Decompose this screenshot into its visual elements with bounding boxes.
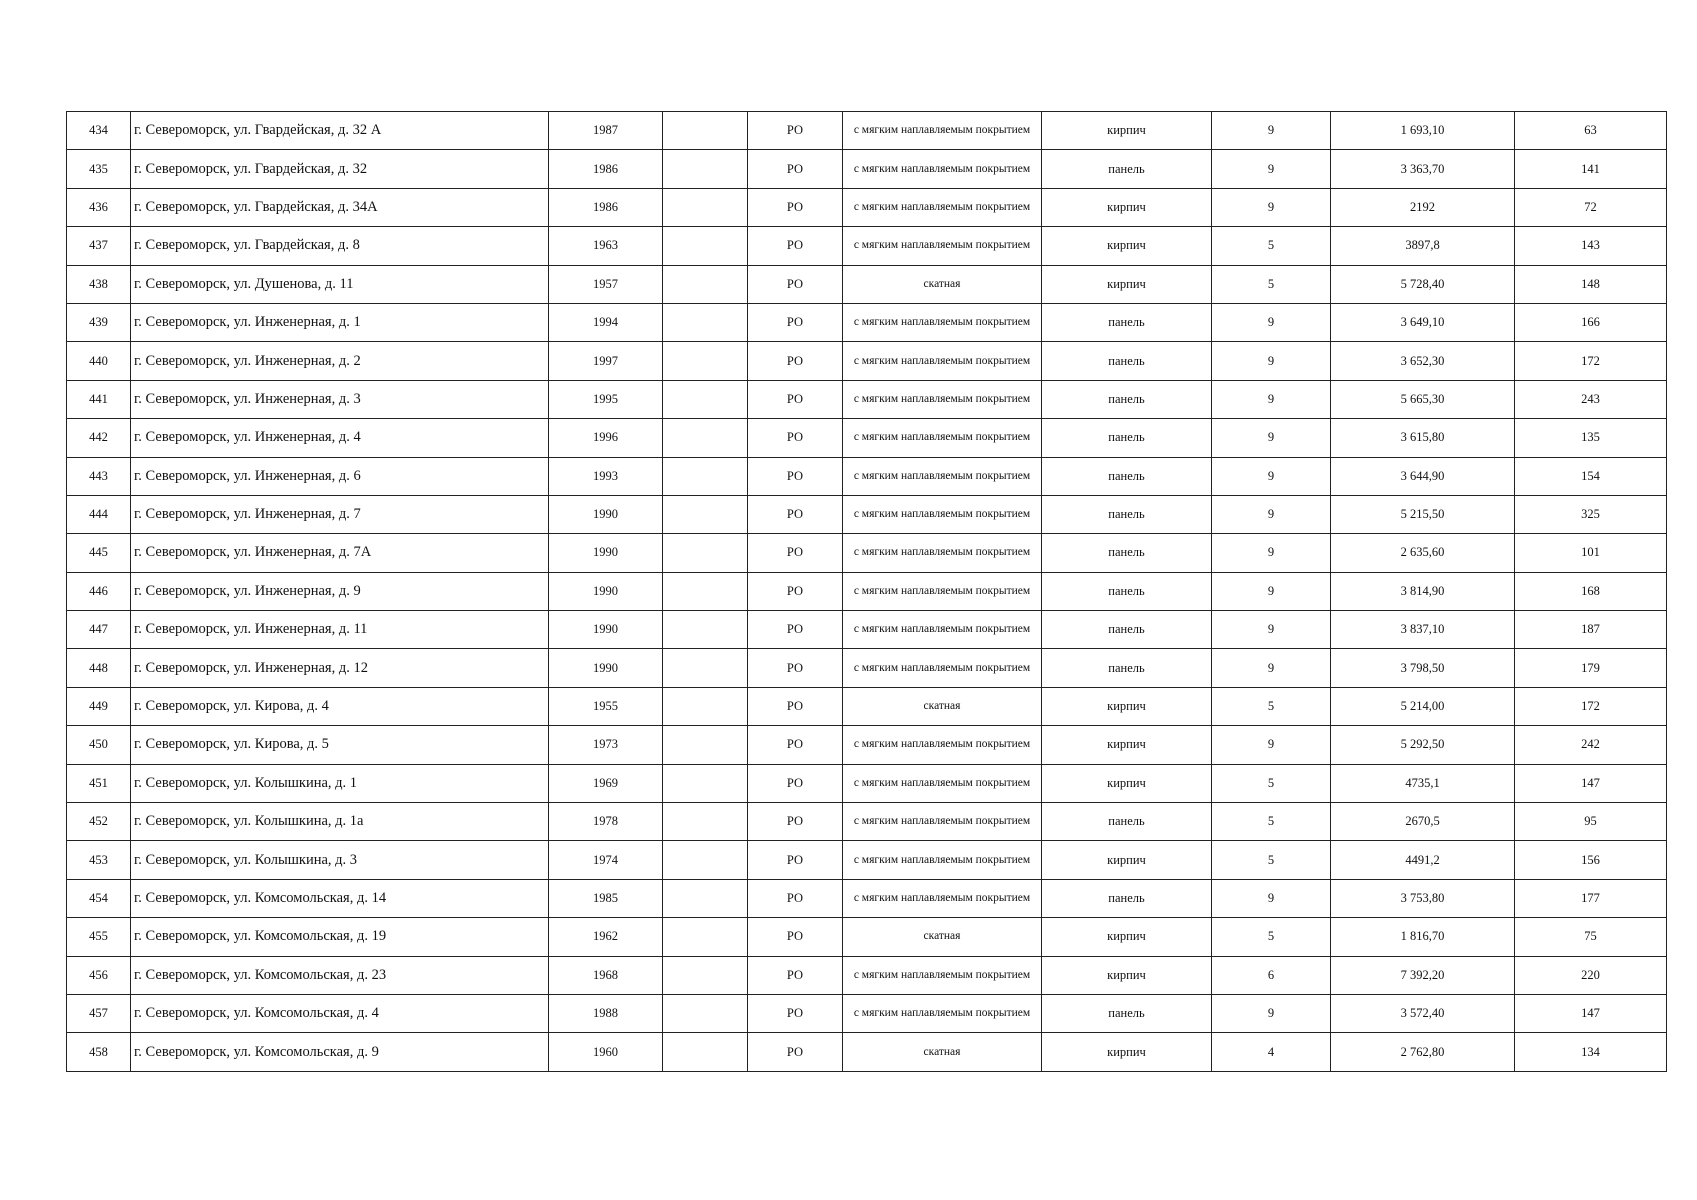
roof-type-cell: с мягким наплавляемым покрытием [843, 188, 1042, 226]
floors-cell: 5 [1212, 265, 1331, 303]
fund-form-cell: РО [748, 841, 843, 879]
wall-material-cell: панель [1042, 457, 1212, 495]
roof-type-cell: с мягким наплавляемым покрытием [843, 150, 1042, 188]
residents-cell: 172 [1515, 687, 1667, 725]
floors-cell: 9 [1212, 150, 1331, 188]
wall-material-cell: панель [1042, 380, 1212, 418]
row-number-cell: 455 [67, 918, 131, 956]
roof-type-cell: с мягким наплавляемым покрытием [843, 649, 1042, 687]
fund-form-cell: РО [748, 994, 843, 1032]
row-number-cell: 437 [67, 227, 131, 265]
address-cell: г. Североморск, ул. Инженерная, д. 7А [131, 534, 549, 572]
year-built-cell: 1968 [549, 956, 663, 994]
year-built-cell: 1990 [549, 572, 663, 610]
table-row [67, 457, 1667, 495]
row-number-cell: 445 [67, 534, 131, 572]
wall-material-cell: панель [1042, 572, 1212, 610]
roof-type-cell: с мягким наплавляемым покрытием [843, 457, 1042, 495]
floors-cell: 9 [1212, 457, 1331, 495]
table-row [67, 572, 1667, 610]
wall-material-cell: кирпич [1042, 726, 1212, 764]
year-built-cell: 1990 [549, 611, 663, 649]
fund-form-cell: РО [748, 495, 843, 533]
area-cell: 3 644,90 [1331, 457, 1515, 495]
year-built-cell: 1990 [549, 649, 663, 687]
table-row [67, 342, 1667, 380]
roof-type-cell: скатная [843, 918, 1042, 956]
area-cell: 2192 [1331, 188, 1515, 226]
fund-form-cell: РО [748, 457, 843, 495]
area-cell: 2670,5 [1331, 803, 1515, 841]
address-cell: г. Североморск, ул. Инженерная, д. 7 [131, 495, 549, 533]
blank-cell [663, 611, 748, 649]
residents-cell: 166 [1515, 303, 1667, 341]
housing-register-table [66, 111, 1667, 1072]
address-cell: г. Североморск, ул. Комсомольская, д. 19 [131, 918, 549, 956]
residents-cell: 72 [1515, 188, 1667, 226]
fund-form-cell: РО [748, 380, 843, 418]
roof-type-cell: с мягким наплавляемым покрытием [843, 994, 1042, 1032]
wall-material-cell: кирпич [1042, 918, 1212, 956]
wall-material-cell: панель [1042, 303, 1212, 341]
address-cell: г. Североморск, ул. Душенова, д. 11 [131, 265, 549, 303]
residents-cell: 179 [1515, 649, 1667, 687]
address-cell: г. Североморск, ул. Инженерная, д. 6 [131, 457, 549, 495]
roof-type-cell: скатная [843, 265, 1042, 303]
floors-cell: 9 [1212, 879, 1331, 917]
row-number-cell: 443 [67, 457, 131, 495]
roof-type-cell: с мягким наплавляемым покрытием [843, 841, 1042, 879]
row-number-cell: 458 [67, 1033, 131, 1071]
fund-form-cell: РО [748, 150, 843, 188]
row-number-cell: 444 [67, 495, 131, 533]
table-row [67, 112, 1667, 150]
floors-cell: 9 [1212, 112, 1331, 150]
year-built-cell: 1993 [549, 457, 663, 495]
year-built-cell: 1988 [549, 994, 663, 1032]
area-cell: 3897,8 [1331, 227, 1515, 265]
row-number-cell: 436 [67, 188, 131, 226]
wall-material-cell: панель [1042, 649, 1212, 687]
fund-form-cell: РО [748, 649, 843, 687]
area-cell: 3 652,30 [1331, 342, 1515, 380]
fund-form-cell: РО [748, 112, 843, 150]
fund-form-cell: РО [748, 879, 843, 917]
row-number-cell: 438 [67, 265, 131, 303]
residents-cell: 135 [1515, 419, 1667, 457]
area-cell: 1 693,10 [1331, 112, 1515, 150]
floors-cell: 9 [1212, 380, 1331, 418]
year-built-cell: 1995 [549, 380, 663, 418]
table-row [67, 265, 1667, 303]
floors-cell: 9 [1212, 303, 1331, 341]
residents-cell: 168 [1515, 572, 1667, 610]
area-cell: 3 572,40 [1331, 994, 1515, 1032]
floors-cell: 9 [1212, 994, 1331, 1032]
floors-cell: 9 [1212, 495, 1331, 533]
year-built-cell: 1994 [549, 303, 663, 341]
fund-form-cell: РО [748, 687, 843, 725]
floors-cell: 9 [1212, 534, 1331, 572]
row-number-cell: 450 [67, 726, 131, 764]
area-cell: 5 215,50 [1331, 495, 1515, 533]
row-number-cell: 439 [67, 303, 131, 341]
floors-cell: 9 [1212, 572, 1331, 610]
address-cell: г. Североморск, ул. Кирова, д. 5 [131, 726, 549, 764]
floors-cell: 5 [1212, 687, 1331, 725]
residents-cell: 141 [1515, 150, 1667, 188]
address-cell: г. Североморск, ул. Инженерная, д. 11 [131, 611, 549, 649]
floors-cell: 9 [1212, 611, 1331, 649]
year-built-cell: 1997 [549, 342, 663, 380]
table-row [67, 380, 1667, 418]
residents-cell: 172 [1515, 342, 1667, 380]
address-cell: г. Североморск, ул. Гвардейская, д. 32 А [131, 112, 549, 150]
address-cell: г. Североморск, ул. Инженерная, д. 2 [131, 342, 549, 380]
table-row [67, 1033, 1667, 1071]
wall-material-cell: кирпич [1042, 956, 1212, 994]
address-cell: г. Североморск, ул. Инженерная, д. 1 [131, 303, 549, 341]
address-cell: г. Североморск, ул. Колышкина, д. 1 [131, 764, 549, 802]
blank-cell [663, 342, 748, 380]
blank-cell [663, 572, 748, 610]
year-built-cell: 1962 [549, 918, 663, 956]
address-cell: г. Североморск, ул. Инженерная, д. 4 [131, 419, 549, 457]
area-cell: 5 292,50 [1331, 726, 1515, 764]
blank-cell [663, 726, 748, 764]
area-cell: 3 814,90 [1331, 572, 1515, 610]
area-cell: 2 635,60 [1331, 534, 1515, 572]
floors-cell: 4 [1212, 1033, 1331, 1071]
blank-cell [663, 188, 748, 226]
roof-type-cell: с мягким наплавляемым покрытием [843, 303, 1042, 341]
fund-form-cell: РО [748, 803, 843, 841]
year-built-cell: 1969 [549, 764, 663, 802]
table-row [67, 841, 1667, 879]
residents-cell: 101 [1515, 534, 1667, 572]
area-cell: 2 762,80 [1331, 1033, 1515, 1071]
residents-cell: 147 [1515, 764, 1667, 802]
row-number-cell: 451 [67, 764, 131, 802]
year-built-cell: 1985 [549, 879, 663, 917]
fund-form-cell: РО [748, 227, 843, 265]
fund-form-cell: РО [748, 534, 843, 572]
wall-material-cell: кирпич [1042, 188, 1212, 226]
table-row [67, 687, 1667, 725]
row-number-cell: 452 [67, 803, 131, 841]
area-cell: 1 816,70 [1331, 918, 1515, 956]
floors-cell: 5 [1212, 227, 1331, 265]
blank-cell [663, 764, 748, 802]
roof-type-cell: с мягким наплавляемым покрытием [843, 572, 1042, 610]
fund-form-cell: РО [748, 956, 843, 994]
year-built-cell: 1955 [549, 687, 663, 725]
blank-cell [663, 112, 748, 150]
residents-cell: 220 [1515, 956, 1667, 994]
wall-material-cell: кирпич [1042, 1033, 1212, 1071]
year-built-cell: 1986 [549, 188, 663, 226]
address-cell: г. Североморск, ул. Комсомольская, д. 14 [131, 879, 549, 917]
wall-material-cell: панель [1042, 342, 1212, 380]
roof-type-cell: с мягким наплавляемым покрытием [843, 879, 1042, 917]
roof-type-cell: с мягким наплавляемым покрытием [843, 112, 1042, 150]
floors-cell: 5 [1212, 803, 1331, 841]
fund-form-cell: РО [748, 342, 843, 380]
row-number-cell: 441 [67, 380, 131, 418]
table-row [67, 764, 1667, 802]
area-cell: 5 214,00 [1331, 687, 1515, 725]
fund-form-cell: РО [748, 265, 843, 303]
roof-type-cell: с мягким наплавляемым покрытием [843, 495, 1042, 533]
year-built-cell: 1978 [549, 803, 663, 841]
fund-form-cell: РО [748, 419, 843, 457]
row-number-cell: 454 [67, 879, 131, 917]
area-cell: 3 753,80 [1331, 879, 1515, 917]
floors-cell: 9 [1212, 342, 1331, 380]
residents-cell: 63 [1515, 112, 1667, 150]
blank-cell [663, 303, 748, 341]
roof-type-cell: скатная [843, 687, 1042, 725]
table-row [67, 918, 1667, 956]
address-cell: г. Североморск, ул. Гвардейская, д. 8 [131, 227, 549, 265]
row-number-cell: 440 [67, 342, 131, 380]
roof-type-cell: с мягким наплавляемым покрытием [843, 803, 1042, 841]
address-cell: г. Североморск, ул. Кирова, д. 4 [131, 687, 549, 725]
wall-material-cell: панель [1042, 994, 1212, 1032]
blank-cell [663, 265, 748, 303]
fund-form-cell: РО [748, 303, 843, 341]
table-row [67, 150, 1667, 188]
roof-type-cell: с мягким наплавляемым покрытием [843, 956, 1042, 994]
blank-cell [663, 687, 748, 725]
area-cell: 3 798,50 [1331, 649, 1515, 687]
area-cell: 4491,2 [1331, 841, 1515, 879]
table-body [67, 112, 1667, 1072]
floors-cell: 9 [1212, 419, 1331, 457]
table-row [67, 956, 1667, 994]
row-number-cell: 434 [67, 112, 131, 150]
blank-cell [663, 495, 748, 533]
blank-cell [663, 457, 748, 495]
blank-cell [663, 534, 748, 572]
row-number-cell: 447 [67, 611, 131, 649]
address-cell: г. Североморск, ул. Инженерная, д. 3 [131, 380, 549, 418]
floors-cell: 9 [1212, 649, 1331, 687]
floors-cell: 9 [1212, 726, 1331, 764]
roof-type-cell: скатная [843, 1033, 1042, 1071]
wall-material-cell: кирпич [1042, 112, 1212, 150]
fund-form-cell: РО [748, 726, 843, 764]
floors-cell: 6 [1212, 956, 1331, 994]
wall-material-cell: кирпич [1042, 265, 1212, 303]
blank-cell [663, 918, 748, 956]
area-cell: 5 665,30 [1331, 380, 1515, 418]
floors-cell: 5 [1212, 918, 1331, 956]
year-built-cell: 1957 [549, 265, 663, 303]
blank-cell [663, 419, 748, 457]
floors-cell: 5 [1212, 841, 1331, 879]
area-cell: 3 837,10 [1331, 611, 1515, 649]
wall-material-cell: кирпич [1042, 841, 1212, 879]
year-built-cell: 1990 [549, 534, 663, 572]
address-cell: г. Североморск, ул. Гвардейская, д. 32 [131, 150, 549, 188]
roof-type-cell: с мягким наплавляемым покрытием [843, 534, 1042, 572]
residents-cell: 177 [1515, 879, 1667, 917]
table-row [67, 303, 1667, 341]
address-cell: г. Североморск, ул. Комсомольская, д. 9 [131, 1033, 549, 1071]
wall-material-cell: панель [1042, 611, 1212, 649]
table-row [67, 994, 1667, 1032]
table-row [67, 534, 1667, 572]
roof-type-cell: с мягким наплавляемым покрытием [843, 611, 1042, 649]
row-number-cell: 453 [67, 841, 131, 879]
address-cell: г. Североморск, ул. Инженерная, д. 12 [131, 649, 549, 687]
residents-cell: 95 [1515, 803, 1667, 841]
table-row [67, 188, 1667, 226]
blank-cell [663, 1033, 748, 1071]
area-cell: 3 649,10 [1331, 303, 1515, 341]
table-row [67, 611, 1667, 649]
row-number-cell: 435 [67, 150, 131, 188]
table-row [67, 419, 1667, 457]
area-cell: 4735,1 [1331, 764, 1515, 802]
table-row [67, 227, 1667, 265]
residents-cell: 143 [1515, 227, 1667, 265]
area-cell: 5 728,40 [1331, 265, 1515, 303]
year-built-cell: 1986 [549, 150, 663, 188]
roof-type-cell: с мягким наплавляемым покрытием [843, 726, 1042, 764]
row-number-cell: 442 [67, 419, 131, 457]
year-built-cell: 1973 [549, 726, 663, 764]
wall-material-cell: кирпич [1042, 687, 1212, 725]
row-number-cell: 448 [67, 649, 131, 687]
year-built-cell: 1987 [549, 112, 663, 150]
row-number-cell: 446 [67, 572, 131, 610]
residents-cell: 187 [1515, 611, 1667, 649]
floors-cell: 9 [1212, 188, 1331, 226]
blank-cell [663, 956, 748, 994]
fund-form-cell: РО [748, 611, 843, 649]
floors-cell: 5 [1212, 764, 1331, 802]
wall-material-cell: панель [1042, 419, 1212, 457]
fund-form-cell: РО [748, 764, 843, 802]
roof-type-cell: с мягким наплавляемым покрытием [843, 227, 1042, 265]
area-cell: 7 392,20 [1331, 956, 1515, 994]
roof-type-cell: с мягким наплавляемым покрытием [843, 342, 1042, 380]
table-row [67, 649, 1667, 687]
address-cell: г. Североморск, ул. Колышкина, д. 3 [131, 841, 549, 879]
wall-material-cell: кирпич [1042, 227, 1212, 265]
residents-cell: 134 [1515, 1033, 1667, 1071]
year-built-cell: 1996 [549, 419, 663, 457]
roof-type-cell: с мягким наплавляемым покрытием [843, 380, 1042, 418]
residents-cell: 156 [1515, 841, 1667, 879]
address-cell: г. Североморск, ул. Инженерная, д. 9 [131, 572, 549, 610]
blank-cell [663, 227, 748, 265]
year-built-cell: 1974 [549, 841, 663, 879]
fund-form-cell: РО [748, 188, 843, 226]
wall-material-cell: панель [1042, 150, 1212, 188]
address-cell: г. Североморск, ул. Комсомольская, д. 4 [131, 994, 549, 1032]
row-number-cell: 457 [67, 994, 131, 1032]
table-row [67, 495, 1667, 533]
residents-cell: 148 [1515, 265, 1667, 303]
wall-material-cell: кирпич [1042, 764, 1212, 802]
year-built-cell: 1990 [549, 495, 663, 533]
roof-type-cell: с мягким наплавляемым покрытием [843, 419, 1042, 457]
address-cell: г. Североморск, ул. Колышкина, д. 1а [131, 803, 549, 841]
residents-cell: 75 [1515, 918, 1667, 956]
year-built-cell: 1963 [549, 227, 663, 265]
wall-material-cell: панель [1042, 803, 1212, 841]
residents-cell: 147 [1515, 994, 1667, 1032]
area-cell: 3 615,80 [1331, 419, 1515, 457]
year-built-cell: 1960 [549, 1033, 663, 1071]
address-cell: г. Североморск, ул. Комсомольская, д. 23 [131, 956, 549, 994]
blank-cell [663, 380, 748, 418]
fund-form-cell: РО [748, 918, 843, 956]
blank-cell [663, 841, 748, 879]
residents-cell: 242 [1515, 726, 1667, 764]
blank-cell [663, 994, 748, 1032]
address-cell: г. Североморск, ул. Гвардейская, д. 34А [131, 188, 549, 226]
residents-cell: 243 [1515, 380, 1667, 418]
blank-cell [663, 150, 748, 188]
table-row [67, 803, 1667, 841]
row-number-cell: 449 [67, 687, 131, 725]
residents-cell: 325 [1515, 495, 1667, 533]
residents-cell: 154 [1515, 457, 1667, 495]
wall-material-cell: панель [1042, 879, 1212, 917]
blank-cell [663, 879, 748, 917]
fund-form-cell: РО [748, 572, 843, 610]
table-row [67, 879, 1667, 917]
row-number-cell: 456 [67, 956, 131, 994]
roof-type-cell: с мягким наплавляемым покрытием [843, 764, 1042, 802]
blank-cell [663, 649, 748, 687]
wall-material-cell: панель [1042, 534, 1212, 572]
blank-cell [663, 803, 748, 841]
wall-material-cell: панель [1042, 495, 1212, 533]
table-row [67, 726, 1667, 764]
fund-form-cell: РО [748, 1033, 843, 1071]
area-cell: 3 363,70 [1331, 150, 1515, 188]
